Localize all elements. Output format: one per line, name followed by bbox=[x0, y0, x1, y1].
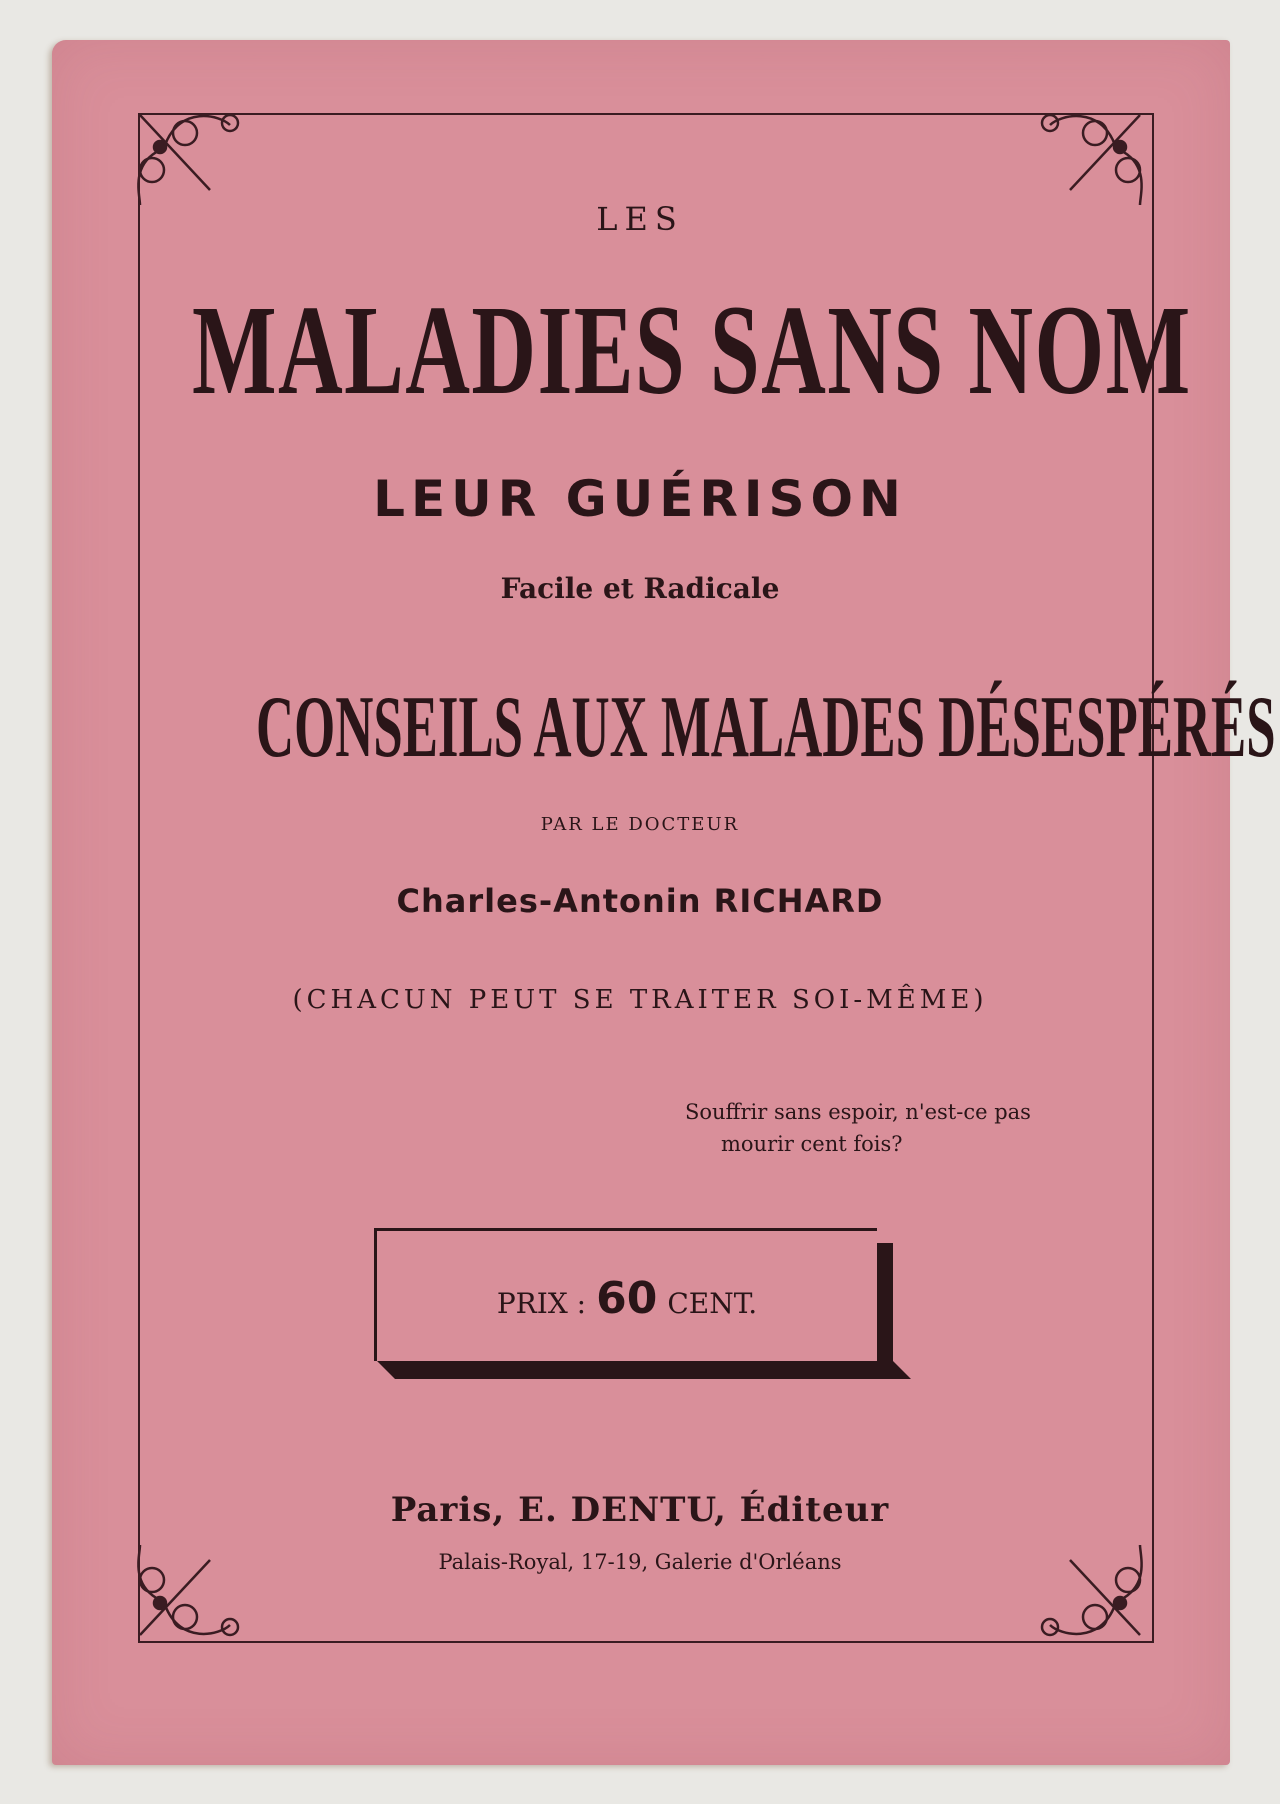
price-label: PRIX : bbox=[496, 1287, 587, 1320]
subtitle-secondary: Facile et Radicale bbox=[500, 572, 780, 605]
heading: CONSEILS AUX MALADES DÉSESPÉRÉS bbox=[256, 679, 1276, 776]
price-box-shadow bbox=[877, 1243, 893, 1379]
price-value: 60 bbox=[596, 1273, 658, 1324]
publisher-address: Palais-Royal, 17-19, Galerie d'Orléans bbox=[438, 1550, 842, 1574]
epigraph bbox=[685, 1096, 1031, 1160]
main-title: MALADIES SANS NOM bbox=[192, 279, 1192, 421]
by-line: PAR LE DOCTEUR bbox=[540, 814, 740, 835]
epigraph-line: Souffrir sans espoir, n'est-ce pas bbox=[685, 1100, 1031, 1124]
tagline: (CHACUN PEUT SE TRAITER SOI-MÊME) bbox=[292, 985, 988, 1015]
epigraph-line: mourir cent fois? bbox=[721, 1132, 903, 1156]
price-unit: CENT. bbox=[667, 1287, 758, 1320]
price-box-shadow bbox=[377, 1361, 911, 1379]
subtitle: LEUR GUÉRISON bbox=[373, 470, 907, 528]
corner-ornament-icon bbox=[1040, 95, 1160, 205]
price-box bbox=[374, 1228, 877, 1361]
price-text bbox=[377, 1273, 877, 1324]
author-name: Charles-Antonin RICHARD bbox=[396, 882, 884, 920]
publisher: Paris, E. DENTU, Éditeur bbox=[390, 1490, 890, 1530]
corner-ornament-icon bbox=[120, 95, 240, 205]
pre-title: LES bbox=[596, 200, 684, 238]
